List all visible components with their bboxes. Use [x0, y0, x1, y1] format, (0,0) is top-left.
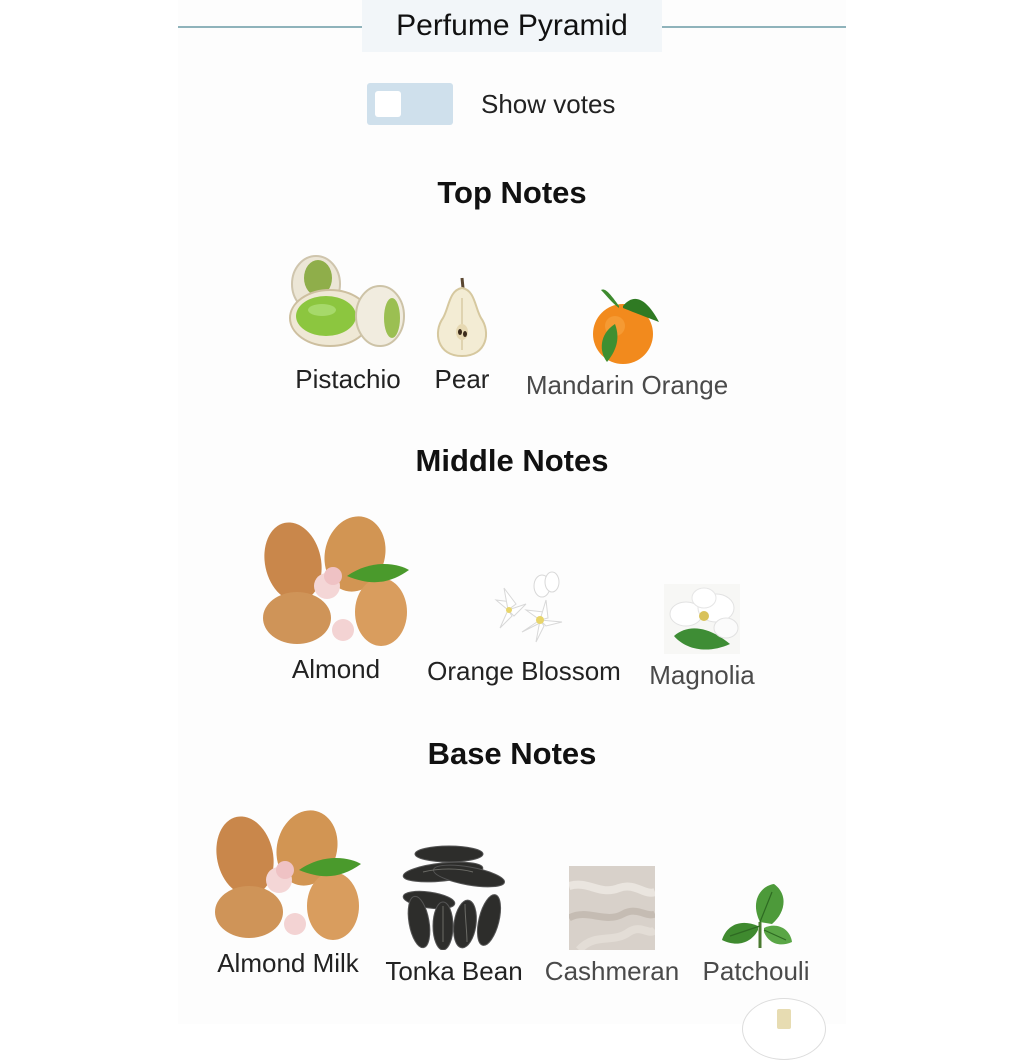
- note-tonka-bean[interactable]: [376, 842, 532, 987]
- page-title: [362, 0, 662, 52]
- page-title-text: Perfume Pyramid: [396, 9, 628, 42]
- toggle-knob: [375, 91, 401, 117]
- almond-icon: [263, 514, 409, 648]
- title-rule-left: [178, 26, 362, 28]
- mandarin-orange-icon: [589, 286, 665, 364]
- note-label: Tonka Bean: [385, 956, 523, 986]
- show-votes-label: Show votes: [481, 88, 616, 119]
- pear-icon: [427, 274, 497, 358]
- note-almond-milk[interactable]: [206, 808, 370, 979]
- note-mandarin-orange[interactable]: [514, 286, 740, 401]
- patchouli-icon: [720, 882, 792, 950]
- note-pistachio[interactable]: [285, 252, 411, 395]
- perfume-bottle-button[interactable]: [742, 998, 826, 1060]
- base-notes-title: Base Notes: [427, 736, 597, 771]
- show-votes-row: [367, 82, 615, 126]
- top-notes-title: Top Notes: [437, 175, 587, 210]
- show-votes-toggle[interactable]: [367, 83, 453, 125]
- almond-milk-icon: [215, 808, 361, 942]
- bottle-icon: [777, 1009, 791, 1029]
- pistachio-icon: [288, 252, 408, 358]
- note-label: Pistachio: [295, 364, 401, 394]
- magnolia-icon: [664, 584, 740, 654]
- note-orange-blossom[interactable]: [418, 570, 630, 687]
- note-almond[interactable]: [262, 514, 410, 685]
- note-label: Almond: [291, 654, 381, 684]
- note-label: Magnolia: [649, 660, 755, 690]
- note-patchouli[interactable]: [692, 882, 820, 987]
- note-label: Almond Milk: [217, 948, 359, 978]
- note-label: Pear: [434, 364, 490, 394]
- tonka-bean-icon: [399, 842, 509, 950]
- note-label: Mandarin Orange: [525, 370, 729, 400]
- note-magnolia[interactable]: [640, 584, 764, 691]
- title-rule-right: [662, 26, 846, 28]
- note-pear[interactable]: [424, 274, 500, 395]
- orange-blossom-icon: [482, 570, 566, 650]
- note-label: Orange Blossom: [427, 656, 621, 686]
- cashmeran-icon: [569, 866, 655, 950]
- note-label: Cashmeran: [544, 956, 680, 986]
- note-label: Patchouli: [702, 956, 810, 986]
- note-cashmeran[interactable]: [538, 866, 686, 987]
- middle-notes-title: Middle Notes: [415, 443, 609, 478]
